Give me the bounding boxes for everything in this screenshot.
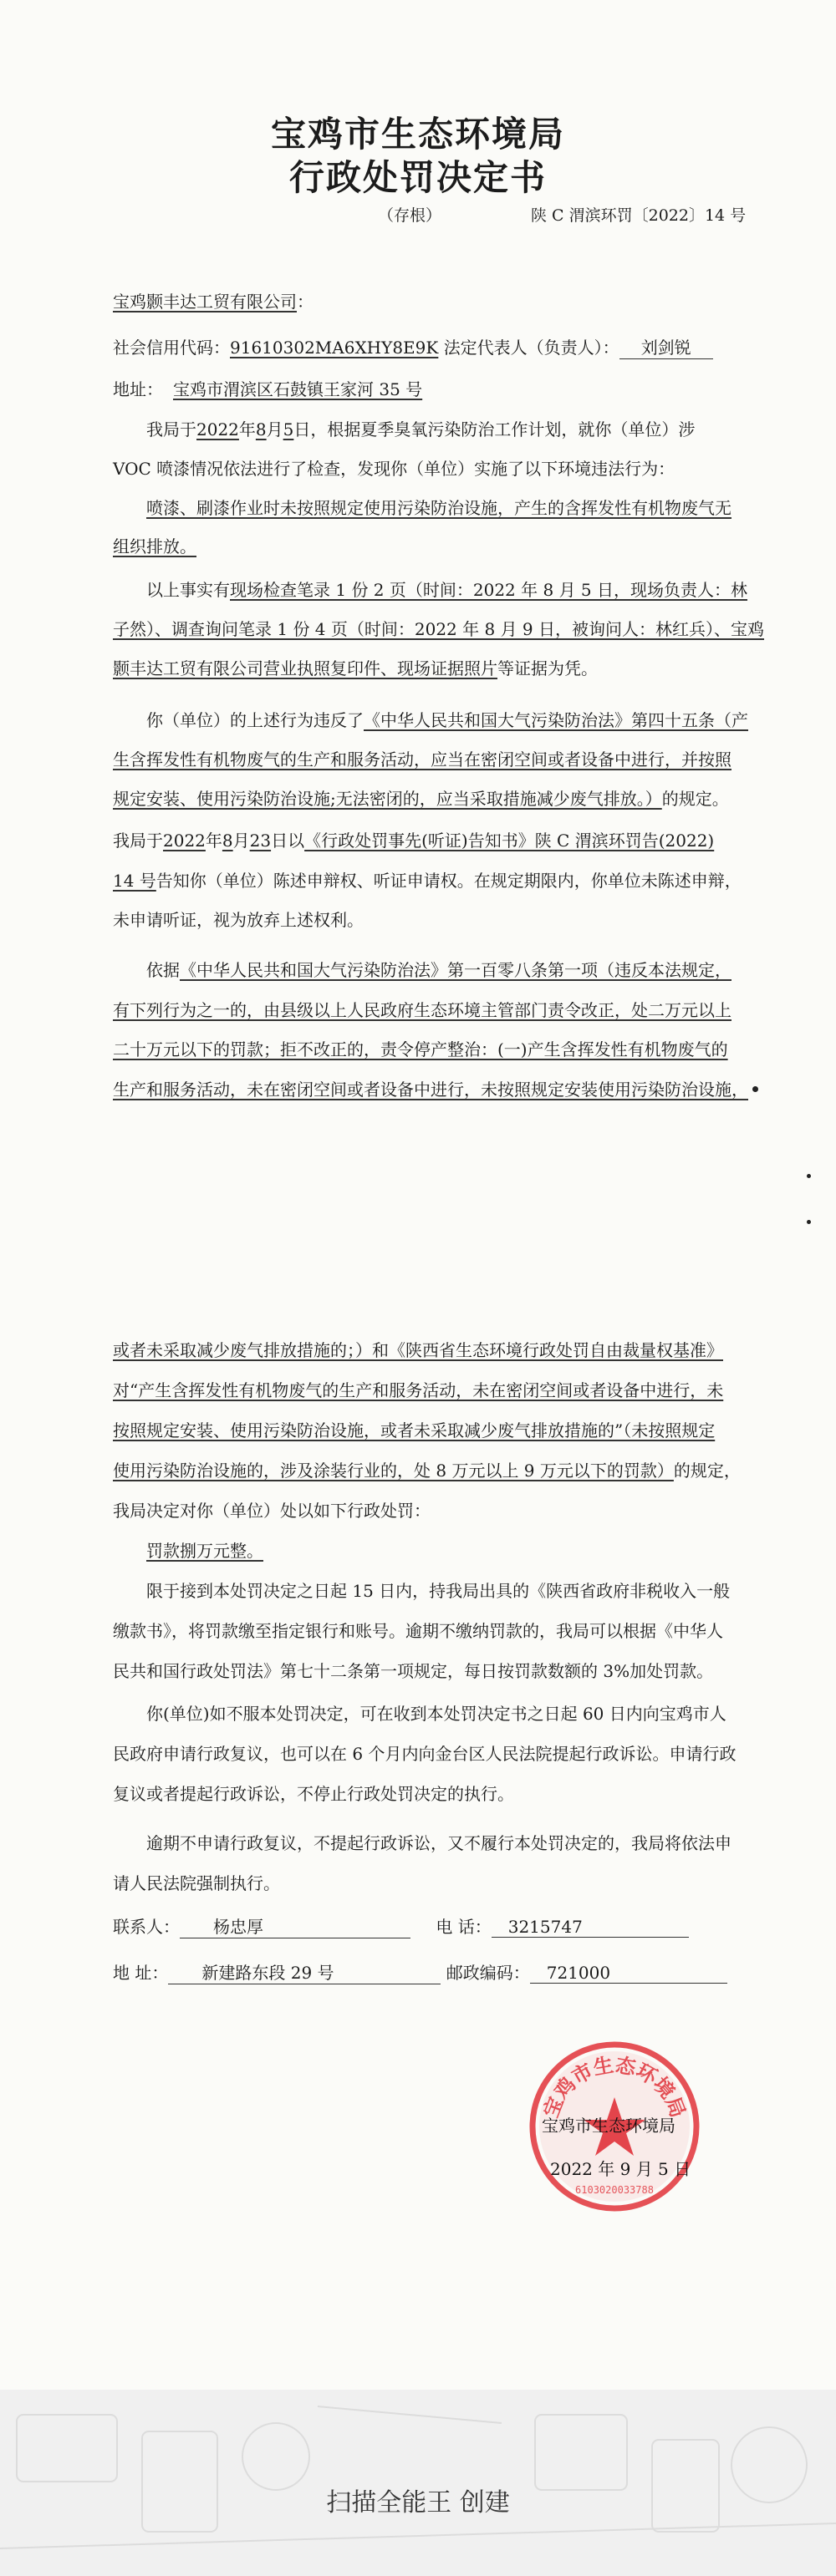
notice-line1: 我局于2022年8月23日以《行政处罚事先(听证)告知书》陕 C 渭滨环罚告(2022) bbox=[113, 831, 715, 851]
appeal-line1: 你(单位)如不服本处罚决定，可在收到本处罚决定书之日起 60 日内向宝鸡市人 bbox=[146, 1704, 726, 1724]
law-line3: 规定安装、使用污染防治设施;无法密闭的，应当采取措施减少废气排放。）的规定。 bbox=[113, 789, 729, 809]
law-line2: 生含挥发性有机物废气的生产和服务活动，应当在密闭空间或者设备中进行，并按照 bbox=[113, 749, 732, 770]
evidence-line3: 颢丰达工贸有限公司营业执照复印件、现场证据照片等证据为凭。 bbox=[113, 658, 598, 678]
scanner-footer bbox=[0, 2390, 836, 2576]
doc-title-line2: 行政处罚决定书 bbox=[288, 157, 547, 198]
legal-rep: 刘剑锐 bbox=[619, 334, 713, 359]
basis-line2: 有下列行为之一的，由县级以上人民政府生态环境主管部门责令改正，处二万元以上 bbox=[113, 1000, 732, 1020]
contact-phone-label: 电 话： bbox=[436, 1917, 492, 1937]
svg-text:6103020033788: 6103020033788 bbox=[575, 2184, 654, 2196]
doc-title-line1: 宝鸡市生态环境局 bbox=[270, 114, 565, 155]
party-name: 宝鸡颢丰达工贸有限公司 bbox=[113, 292, 297, 312]
seal-ring-text: 宝鸡市生态环境局 bbox=[538, 2053, 691, 2121]
official-seal bbox=[527, 2039, 702, 2214]
contact-address: 新建路东段 29 号 bbox=[168, 1959, 441, 1984]
party-name-row: 宝鸡颢丰达工贸有限公司： bbox=[113, 292, 314, 312]
contact-row1 bbox=[113, 1913, 689, 1938]
notice-line2: 14 号告知你（单位）陈述申辩权、听证申请权。在规定期限内，你单位未陈述申辩， bbox=[113, 871, 742, 891]
doc-number: 陕 C 渭滨环罚〔2022〕14 号 bbox=[531, 206, 747, 225]
pay-line3: 民共和国行政处罚法》第七十二条第一项规定，每日按罚款数额的 3%加处罚款。 bbox=[113, 1661, 714, 1681]
basis-line1: 依据《中华人民共和国大气污染防治法》第一百零八条第一项（违反本法规定， bbox=[146, 960, 732, 980]
evidence-line2: 子然）、调查询问笔录 1 份 4 页（时间：2022 年 8 月 9 日，被询问人：林红兵）、宝鸡 bbox=[113, 619, 765, 639]
notice-line3: 未申请听证，视为放弃上述权利。 bbox=[113, 910, 364, 930]
cont-line3: 按照规定安装、使用污染防治设施，或者未采取减少废气排放措施的”（未按照规定 bbox=[113, 1420, 716, 1440]
document-page-1 bbox=[0, 0, 836, 1220]
credit-code-row: 社会信用代码：91610302MA6XHY8E9K 法定代表人（负责人）： 刘剑锐 bbox=[113, 334, 713, 359]
contact-person: 杨忠厚 bbox=[180, 1913, 410, 1938]
violation-line2: 组织排放。 bbox=[113, 536, 196, 556]
margin-dot bbox=[807, 1174, 811, 1178]
violation-line1: 喷漆、刷漆作业时未按照规定使用污染防治设施，产生的含挥发性有机物废气无 bbox=[146, 498, 732, 518]
credit-code: 91610302MA6XHY8E9K bbox=[230, 338, 439, 358]
para-inspection-line2: VOC 喷漆情况依法进行了检查，发现你（单位）实施了以下环境违法行为： bbox=[113, 459, 675, 479]
pay-line2: 缴款书》，将罚款缴至指定银行和账号。逾期不缴纳罚款的，我局可以根据《中华人 bbox=[113, 1621, 723, 1641]
cont-line2: 对“产生含挥发性有机物废气的生产和服务活动，未在密闭空间或者设备中进行，未 bbox=[113, 1380, 724, 1400]
seal-org: 宝鸡市生态环境局 bbox=[542, 2116, 675, 2136]
basis-line3: 二十万元以下的罚款；拒不改正的，责令停产整治：(一)产生含挥发性有机物废气的 bbox=[113, 1039, 728, 1059]
para-inspection: 我局于2022年8月5日，根据夏季臭氧污染防治工作计划，就你（单位）涉 bbox=[146, 419, 696, 439]
evidence-line1: 以上事实有现场检查笔录 1 份 2 页（时间：2022 年 8 月 5 日，现场负责人：林 bbox=[146, 580, 748, 600]
appeal-line3: 复议或者提起行政诉讼，不停止行政处罚决定的执行。 bbox=[113, 1784, 514, 1804]
party-address: 宝鸡市渭滨区石鼓镇王家河 35 号 bbox=[173, 379, 423, 399]
contact-row2 bbox=[113, 1959, 727, 1984]
contact-postcode-label: 邮政编码： bbox=[446, 1963, 530, 1983]
contact-postcode: 721000 bbox=[530, 1963, 727, 1984]
margin-dot bbox=[807, 1220, 811, 1224]
contact-address-label: 地 址： bbox=[113, 1963, 169, 1983]
pay-line1: 限于接到本处罚决定之日起 15 日内，持我局出具的《陕西省政府非税收入一般 bbox=[146, 1581, 731, 1601]
address-row: 地址： 宝鸡市渭滨区石鼓镇王家河 35 号 bbox=[113, 379, 423, 399]
seal-date: 2022 年 9 月 5 日 bbox=[550, 2159, 691, 2179]
cont-line4: 使用污染防治设施的，涉及涂装行业的，处 8 万元以上 9 万元以下的罚款）的规定， bbox=[113, 1461, 741, 1481]
contact-person-label: 联系人： bbox=[113, 1917, 180, 1937]
basis-line4: 生产和服务活动，未在密闭空间或者设备中进行，未按照规定安装使用污染防治设施， bbox=[113, 1080, 748, 1100]
enforce-line1: 逾期不申请行政复议，不提起行政诉讼，又不履行本处罚决定的，我局将依法申 bbox=[146, 1833, 732, 1853]
scanner-watermark: 扫描全能王 创建 bbox=[326, 2488, 510, 2518]
enforce-line2: 请人民法院强制执行。 bbox=[113, 1873, 280, 1893]
decide-line: 我局决定对你（单位）处以如下行政处罚： bbox=[113, 1501, 431, 1521]
penalty: 罚款捌万元整。 bbox=[146, 1541, 263, 1561]
copy-mark: （存根） bbox=[378, 206, 442, 225]
contact-phone: 3215747 bbox=[492, 1917, 689, 1938]
appeal-line2: 民政府申请行政复议，也可以在 6 个月内向金台区人民法院提起行政诉讼。申请行政 bbox=[113, 1744, 737, 1764]
law-line1: 你（单位）的上述行为违反了《中华人民共和国大气污染防治法》第四十五条（产 bbox=[146, 710, 748, 730]
cont-line1: 或者未采取减少废气排放措施的；）和《陕西省生态环境行政处罚自由裁量权基准》 bbox=[113, 1340, 723, 1360]
margin-dot bbox=[752, 1086, 758, 1092]
